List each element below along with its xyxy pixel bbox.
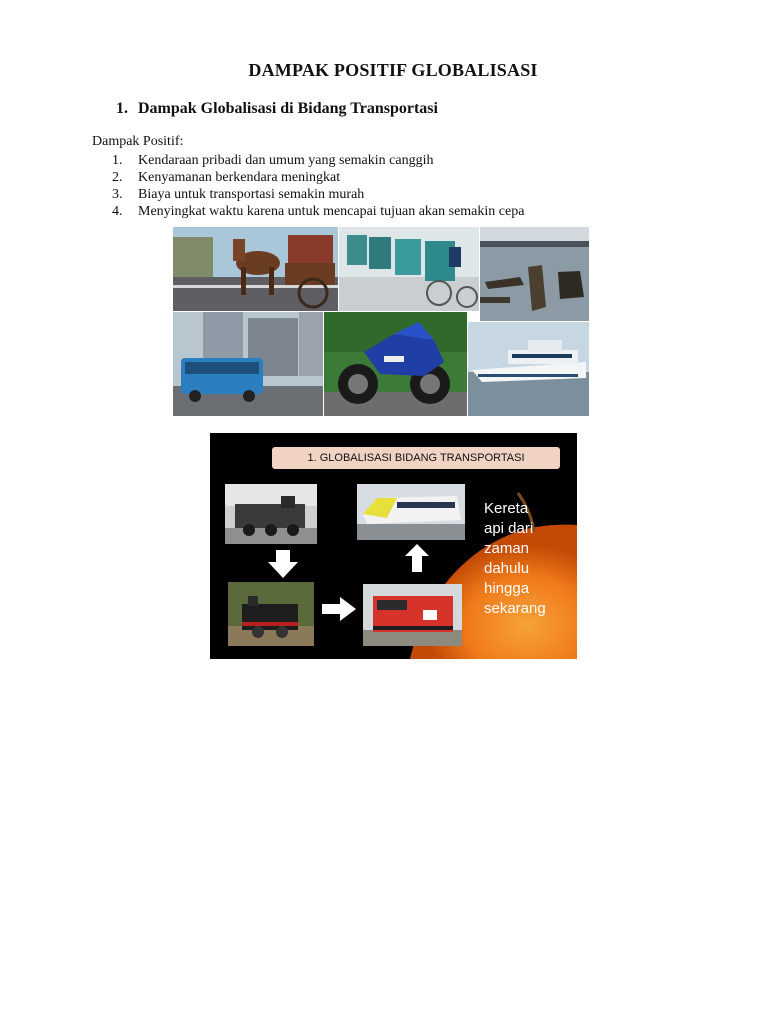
motorcycle-photo bbox=[324, 312, 467, 416]
section-heading bbox=[116, 100, 438, 118]
intro-label: Dampak Positif: bbox=[92, 134, 184, 149]
high-speed-train-photo bbox=[357, 484, 465, 540]
arrow-right-icon bbox=[322, 597, 356, 621]
slide-title: 1. GLOBALISASI BIDANG TRANSPORTASI bbox=[272, 447, 560, 469]
list-item-text: Menyingkat waktu karena untuk mencapai tujuan akan semakin cepa bbox=[138, 204, 525, 219]
list-item bbox=[112, 152, 524, 169]
positive-impact-list bbox=[112, 152, 524, 220]
section-heading-text: Dampak Globalisasi di Bidang Transportasi bbox=[138, 100, 438, 117]
list-item-number: 4. bbox=[112, 204, 123, 219]
slide-caption-line: zaman bbox=[484, 540, 530, 557]
list-item-text: Kenyamanan berkendara meningkat bbox=[138, 170, 341, 185]
list-item bbox=[112, 186, 524, 203]
ferry-photo bbox=[468, 322, 589, 416]
arrow-down-icon bbox=[268, 550, 298, 578]
train-evolution-slide bbox=[210, 433, 577, 659]
slide-caption-line: dahulu bbox=[484, 560, 530, 577]
list-item-text: Kendaraan pribadi dan umum yang semakin canggih bbox=[138, 153, 434, 168]
section-heading-number: 1. bbox=[116, 100, 128, 117]
boats-harbor-photo bbox=[480, 227, 589, 321]
slide-caption-line: sekarang bbox=[484, 600, 546, 617]
list-item-number: 2. bbox=[112, 170, 123, 185]
slide-caption-line: Kereta bbox=[484, 500, 529, 517]
steam-locomotive-color-photo bbox=[228, 582, 314, 646]
horse-cart-photo bbox=[173, 227, 338, 311]
transport-photo-collage bbox=[173, 227, 589, 416]
bus-photo bbox=[173, 312, 323, 416]
list-item-number: 3. bbox=[112, 187, 123, 202]
document-title: DAMPAK POSITIF GLOBALISASI bbox=[248, 60, 538, 80]
diesel-locomotive-photo bbox=[363, 584, 462, 646]
list-item-text: Biaya untuk transportasi semakin murah bbox=[138, 187, 365, 202]
list-item bbox=[112, 203, 524, 220]
slide-caption bbox=[484, 499, 574, 619]
list-item bbox=[112, 169, 524, 186]
slide-caption-line: api dari bbox=[484, 520, 534, 537]
list-item-number: 1. bbox=[112, 153, 123, 168]
arrow-up-icon bbox=[405, 544, 429, 572]
becak-photo bbox=[339, 227, 479, 311]
slide-caption-line: hingga bbox=[484, 580, 530, 597]
steam-locomotive-bw-photo bbox=[225, 484, 317, 544]
